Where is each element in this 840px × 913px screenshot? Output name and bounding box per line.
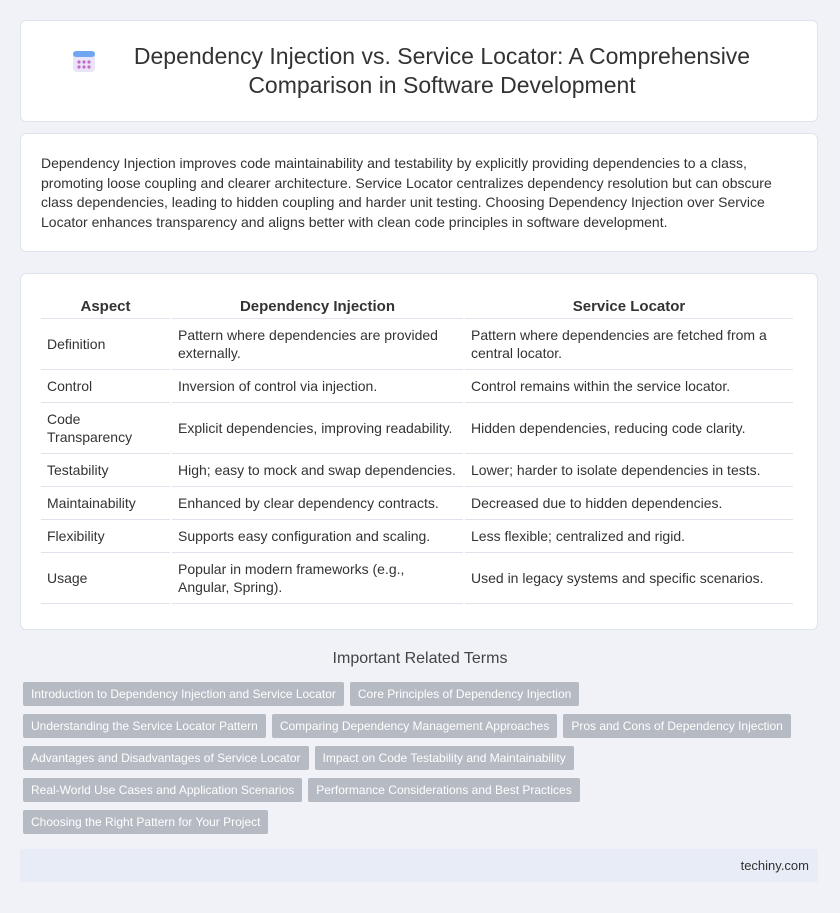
- title-wrap: [71, 42, 767, 100]
- related-term-link[interactable]: Pros and Cons of Dependency Injection: [563, 714, 790, 738]
- service-locator-cell: Hidden dependencies, reducing code clarity.: [465, 403, 793, 454]
- aspect-cell: Testability: [41, 454, 170, 487]
- page-title: Dependency Injection vs. Service Locator: A Comprehensive Comparison in Software Development: [133, 43, 751, 98]
- related-term-link[interactable]: Real-World Use Cases and Application Scenarios: [23, 778, 302, 802]
- column-header-dependency-injection: Dependency Injection: [172, 294, 463, 319]
- comparison-card: [20, 273, 818, 630]
- table-row: [41, 520, 793, 553]
- related-term-link[interactable]: Introduction to Dependency Injection and Service Locator: [23, 682, 344, 706]
- service-locator-cell: Pattern where dependencies are fetched from a central locator.: [465, 319, 793, 370]
- summary-card: [20, 133, 818, 252]
- title-card: [20, 20, 818, 122]
- aspect-cell: Control: [41, 370, 170, 403]
- related-terms-heading: Important Related Terms: [332, 650, 508, 667]
- summary-text: Dependency Injection improves code maintainability and testability by explicitly providing dependencies to a class, promoting loose coupling and clearer architecture. Service Locator centralizes dependency resolution but can obscure class dependencies, leading to hidden coupling and harder unit testing. Choosing Dependency Injection over Service Locator enhances transparency and aligns better with clean code principles in software development.: [41, 155, 772, 230]
- aspect-cell: Usage: [41, 553, 170, 604]
- comparison-table: [39, 294, 795, 604]
- related-term-link[interactable]: Comparing Dependency Management Approaches: [272, 714, 558, 738]
- service-locator-cell: Lower; harder to isolate dependencies in tests.: [465, 454, 793, 487]
- table-row: [41, 553, 793, 604]
- brand-link[interactable]: techiny.com: [740, 858, 809, 873]
- dependency-injection-cell: Supports easy configuration and scaling.: [172, 520, 463, 553]
- related-term-link[interactable]: Choosing the Right Pattern for Your Project: [23, 810, 268, 834]
- related-term-link[interactable]: Impact on Code Testability and Maintainability: [315, 746, 574, 770]
- table-row: [41, 454, 793, 487]
- service-locator-cell: Decreased due to hidden dependencies.: [465, 487, 793, 520]
- aspect-cell: Definition: [41, 319, 170, 370]
- column-header-aspect: Aspect: [41, 294, 170, 319]
- dependency-injection-cell: Popular in modern frameworks (e.g., Angular, Spring).: [172, 553, 463, 604]
- table-header-row: [41, 294, 793, 319]
- related-terms-list: [23, 682, 803, 842]
- dependency-injection-cell: Inversion of control via injection.: [172, 370, 463, 403]
- table-row: [41, 403, 793, 454]
- dependency-injection-cell: High; easy to mock and swap dependencies.: [172, 454, 463, 487]
- service-locator-cell: Control remains within the service locator.: [465, 370, 793, 403]
- column-header-service-locator: Service Locator: [465, 294, 793, 319]
- aspect-cell: Code Transparency: [41, 403, 170, 454]
- dependency-injection-cell: Pattern where dependencies are provided externally.: [172, 319, 463, 370]
- dependency-injection-cell: Enhanced by clear dependency contracts.: [172, 487, 463, 520]
- related-term-link[interactable]: Core Principles of Dependency Injection: [350, 682, 579, 706]
- table-row: [41, 487, 793, 520]
- service-locator-cell: Used in legacy systems and specific scenarios.: [465, 553, 793, 604]
- aspect-cell: Maintainability: [41, 487, 170, 520]
- footer: [20, 849, 818, 882]
- aspect-cell: Flexibility: [41, 520, 170, 553]
- table-row: [41, 370, 793, 403]
- calendar-icon: [71, 48, 97, 74]
- service-locator-cell: Less flexible; centralized and rigid.: [465, 520, 793, 553]
- related-term-link[interactable]: Advantages and Disadvantages of Service Locator: [23, 746, 309, 770]
- related-term-link[interactable]: Understanding the Service Locator Pattern: [23, 714, 266, 738]
- table-row: [41, 319, 793, 370]
- dependency-injection-cell: Explicit dependencies, improving readability.: [172, 403, 463, 454]
- related-term-link[interactable]: Performance Considerations and Best Practices: [308, 778, 579, 802]
